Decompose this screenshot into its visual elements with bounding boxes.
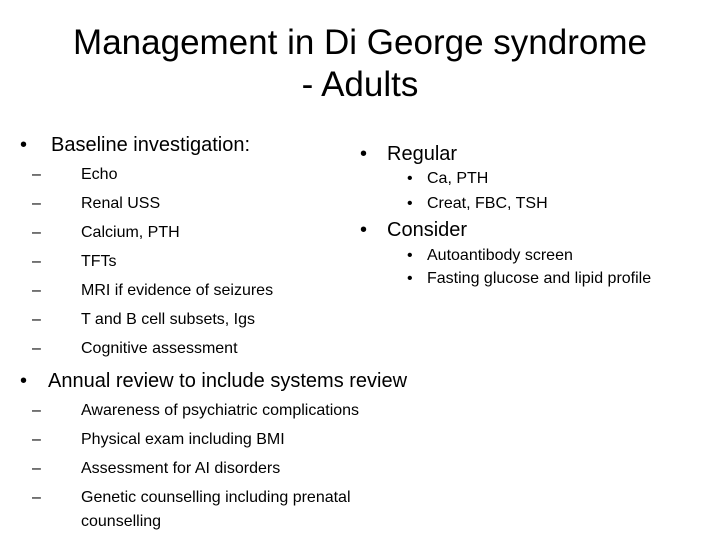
- dash-glyph: –: [32, 166, 41, 183]
- dash-glyph: –: [32, 460, 41, 477]
- baseline-item-text: Cognitive assessment: [81, 340, 238, 357]
- consider-item-text: Autoantibody screen: [427, 247, 573, 264]
- baseline-heading: Baseline investigation:: [51, 134, 251, 156]
- baseline-item-text: T and B cell subsets, Igs: [81, 311, 256, 328]
- bullet-glyph: •: [407, 270, 413, 287]
- baseline-item-text: Calcium, PTH: [81, 224, 180, 241]
- annual-item-text: Physical exam including BMI: [81, 431, 285, 448]
- title-line-2: - Adults: [301, 65, 419, 104]
- consider-item-text: Fasting glucose and lipid profile: [427, 270, 652, 287]
- slide-title: [40, 22, 680, 106]
- dash-glyph: –: [32, 489, 41, 506]
- dash-glyph: –: [32, 311, 41, 328]
- baseline-item-text: MRI if evidence of seizures: [81, 282, 274, 299]
- dash-glyph: –: [32, 224, 41, 241]
- baseline-item-text: Echo: [81, 166, 118, 183]
- bullet-glyph: •: [407, 195, 413, 212]
- bullet-glyph: •: [360, 143, 368, 165]
- bullet-glyph: •: [407, 247, 413, 264]
- baseline-item-text: TFTs: [81, 253, 117, 270]
- title-line-1: Management in Di George syndrome: [73, 23, 647, 62]
- annual-heading: Annual review to include systems review: [48, 370, 408, 392]
- dash-glyph: –: [32, 431, 41, 448]
- annual-item-text: Genetic counselling including prenatal counselling: [81, 489, 351, 530]
- bullet-glyph: •: [20, 134, 28, 156]
- regular-heading: Regular: [387, 143, 458, 165]
- dash-glyph: –: [32, 402, 41, 419]
- consider-heading: Consider: [387, 219, 468, 241]
- regular-item-text: Ca, PTH: [427, 170, 489, 187]
- baseline-item-text: Renal USS: [81, 195, 161, 212]
- dash-glyph: –: [32, 195, 41, 212]
- annual-item-text: Assessment for AI disorders: [81, 460, 281, 477]
- annual-item-text: Awareness of psychiatric complications: [81, 402, 360, 419]
- bullet-glyph: •: [407, 170, 413, 187]
- dash-glyph: –: [32, 253, 41, 270]
- regular-item-text: Creat, FBC, TSH: [427, 195, 548, 212]
- dash-glyph: –: [32, 282, 41, 299]
- bullet-glyph: •: [20, 370, 28, 392]
- dash-glyph: –: [32, 340, 41, 357]
- bullet-glyph: •: [360, 219, 368, 241]
